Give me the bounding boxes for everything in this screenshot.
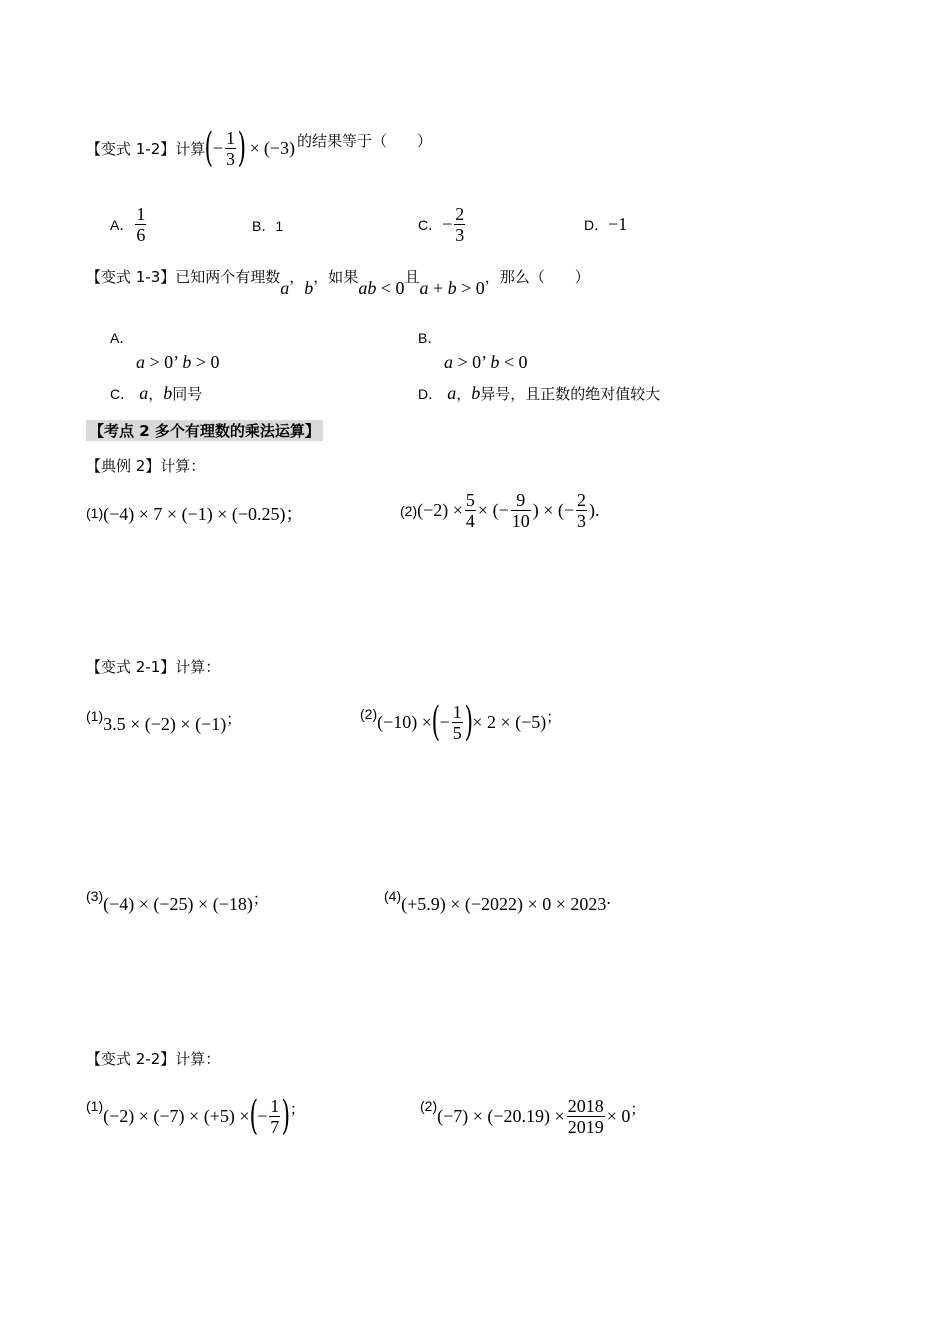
variant-2-1-problem-3 bbox=[86, 888, 268, 915]
variant-2-1-label: 【变式 2-1】计算： bbox=[86, 658, 221, 676]
expression: (+5.9) × (−2022) × 0 × 2023 bbox=[401, 894, 607, 914]
minus-sign: − bbox=[257, 1105, 268, 1126]
example-2-label: 【典例 2】计算： bbox=[86, 457, 206, 475]
fraction-one-fifth: $\frac{1}{5}$ bbox=[452, 701, 462, 743]
variant-2-2-problem-1 bbox=[86, 1094, 305, 1138]
expression-part: ). bbox=[589, 500, 600, 520]
expr-minus-3: (−3) bbox=[263, 137, 295, 158]
fraction-nine-tenths: $\frac{9}{10}$ bbox=[511, 490, 530, 531]
question-tail: 的结果等于（ ） bbox=[296, 132, 432, 150]
option-label: D． bbox=[584, 216, 609, 233]
var-b: b bbox=[471, 383, 481, 403]
expression-part: × (− bbox=[477, 500, 509, 520]
fraction-one-sixth: $\frac{1}{6}$ bbox=[136, 204, 146, 245]
variant-2-1-problem-1 bbox=[86, 708, 241, 735]
paren-open: ( bbox=[249, 1093, 258, 1139]
expression-part: × 0 bbox=[606, 1106, 631, 1126]
fraction-two-thirds: $\frac{2}{3}$ bbox=[577, 490, 587, 531]
variant-2-2-label: 【变式 2-2】计算： bbox=[86, 1050, 221, 1068]
problem-number: (1) bbox=[86, 708, 104, 724]
expression: 3.5 × (−2) × (−1) bbox=[103, 714, 227, 734]
problem-number: (1) bbox=[86, 505, 104, 521]
problem-number: (3) bbox=[86, 888, 104, 904]
option-d[interactable] bbox=[584, 214, 627, 235]
option-a[interactable] bbox=[110, 328, 219, 373]
question-and: 且 bbox=[404, 268, 420, 286]
minus-sign: − bbox=[212, 137, 224, 158]
fraction-2018-2019: $\frac{2018}{2019}$ bbox=[567, 1096, 604, 1137]
semicolon: ； bbox=[252, 890, 268, 908]
expression: (−4) × 7 × (−1) × (−0.25)； bbox=[103, 504, 304, 524]
expression-part: (−7) × (−20.19) × bbox=[437, 1106, 565, 1126]
fraction-five-quarters: $\frac{5}{4}$ bbox=[465, 490, 475, 531]
question-tail: ，那么（ ） bbox=[484, 268, 590, 286]
question-label: 【变式 1-2】计算 bbox=[86, 139, 206, 158]
comma: ， bbox=[148, 385, 164, 403]
condition-sum-positive: a + b > 0 bbox=[419, 278, 485, 298]
expression-part: (−2) × (−7) × (+5) × bbox=[103, 1105, 250, 1126]
paren-open: ( bbox=[431, 699, 441, 745]
semicolon: ； bbox=[546, 708, 562, 726]
option-label: B． bbox=[418, 330, 442, 346]
example-2-problem-2 bbox=[400, 490, 600, 531]
var-a: a bbox=[280, 278, 290, 298]
option-a-expr: a > 0’ b > 0 bbox=[136, 352, 220, 372]
expression-part: (−2) × bbox=[417, 500, 463, 520]
fraction-two-thirds: $\frac{2}{3}$ bbox=[455, 204, 465, 245]
semicolon: ； bbox=[289, 1100, 305, 1118]
question-label: 【变式 1-3】已知两个有理数 bbox=[86, 268, 281, 286]
option-c[interactable] bbox=[110, 383, 202, 404]
expression-part: × 2 × (−5) bbox=[472, 711, 547, 732]
problem-number: (2) bbox=[420, 1098, 438, 1114]
var-b: b bbox=[163, 383, 173, 403]
option-b-expr: a > 0’ b < 0 bbox=[444, 352, 528, 372]
var-b: b bbox=[304, 278, 314, 298]
question-variant-1-2 bbox=[86, 126, 432, 170]
variant-2-1-problem-4 bbox=[384, 888, 611, 915]
minus-sign: − bbox=[442, 214, 453, 234]
variant-2-1-problem-2 bbox=[360, 700, 561, 744]
option-d[interactable] bbox=[418, 383, 660, 404]
expression: (−4) × (−25) × (−18) bbox=[103, 894, 253, 914]
expression-part: (−10) × bbox=[377, 711, 432, 732]
option-label: A． bbox=[110, 330, 134, 346]
variant-2-2-problem-2 bbox=[420, 1096, 645, 1137]
option-label: A． bbox=[110, 216, 134, 233]
semicolon: ； bbox=[630, 1100, 646, 1118]
problem-number: (4) bbox=[384, 888, 402, 904]
var-a: a bbox=[139, 383, 149, 403]
example-2-problem-1 bbox=[86, 500, 304, 526]
option-text: 异号，且正数的绝对值较大 bbox=[480, 385, 661, 403]
comma: ， bbox=[289, 268, 305, 286]
fraction-one-third: $\frac{1}{3}$ bbox=[226, 127, 236, 169]
option-label: C． bbox=[110, 386, 135, 402]
var-a: a bbox=[447, 383, 457, 403]
semicolon: ； bbox=[226, 710, 242, 728]
problem-number: (1) bbox=[86, 1098, 104, 1114]
expression-part: ) × (− bbox=[532, 500, 575, 520]
option-value: −1 bbox=[608, 214, 628, 234]
paren-close: ) bbox=[464, 699, 473, 745]
question-variant-1-3 bbox=[86, 266, 590, 298]
condition-ab-negative: ab < 0 bbox=[358, 278, 405, 298]
minus-sign: − bbox=[439, 711, 450, 732]
paren-open: ( bbox=[204, 125, 214, 171]
paren-close: ) bbox=[237, 125, 247, 171]
times-sign: × bbox=[249, 137, 260, 158]
option-label: C． bbox=[418, 216, 443, 233]
period: . bbox=[606, 888, 611, 908]
option-text: 同号 bbox=[172, 385, 203, 403]
problem-number: (2) bbox=[360, 706, 378, 722]
section-heading: 【考点 2 多个有理数的乘法运算】 bbox=[86, 420, 323, 441]
option-label: D． bbox=[418, 386, 443, 402]
option-b[interactable]: B．1 bbox=[252, 218, 284, 234]
question-mid: ，如果 bbox=[313, 268, 359, 286]
option-b[interactable] bbox=[418, 328, 527, 373]
fraction-one-seventh: $\frac{1}{7}$ bbox=[270, 1095, 280, 1137]
problem-number: (2) bbox=[400, 502, 418, 519]
comma: ， bbox=[456, 385, 472, 403]
option-a[interactable] bbox=[110, 204, 148, 245]
paren-close: ) bbox=[281, 1093, 291, 1139]
option-c[interactable] bbox=[418, 204, 467, 245]
